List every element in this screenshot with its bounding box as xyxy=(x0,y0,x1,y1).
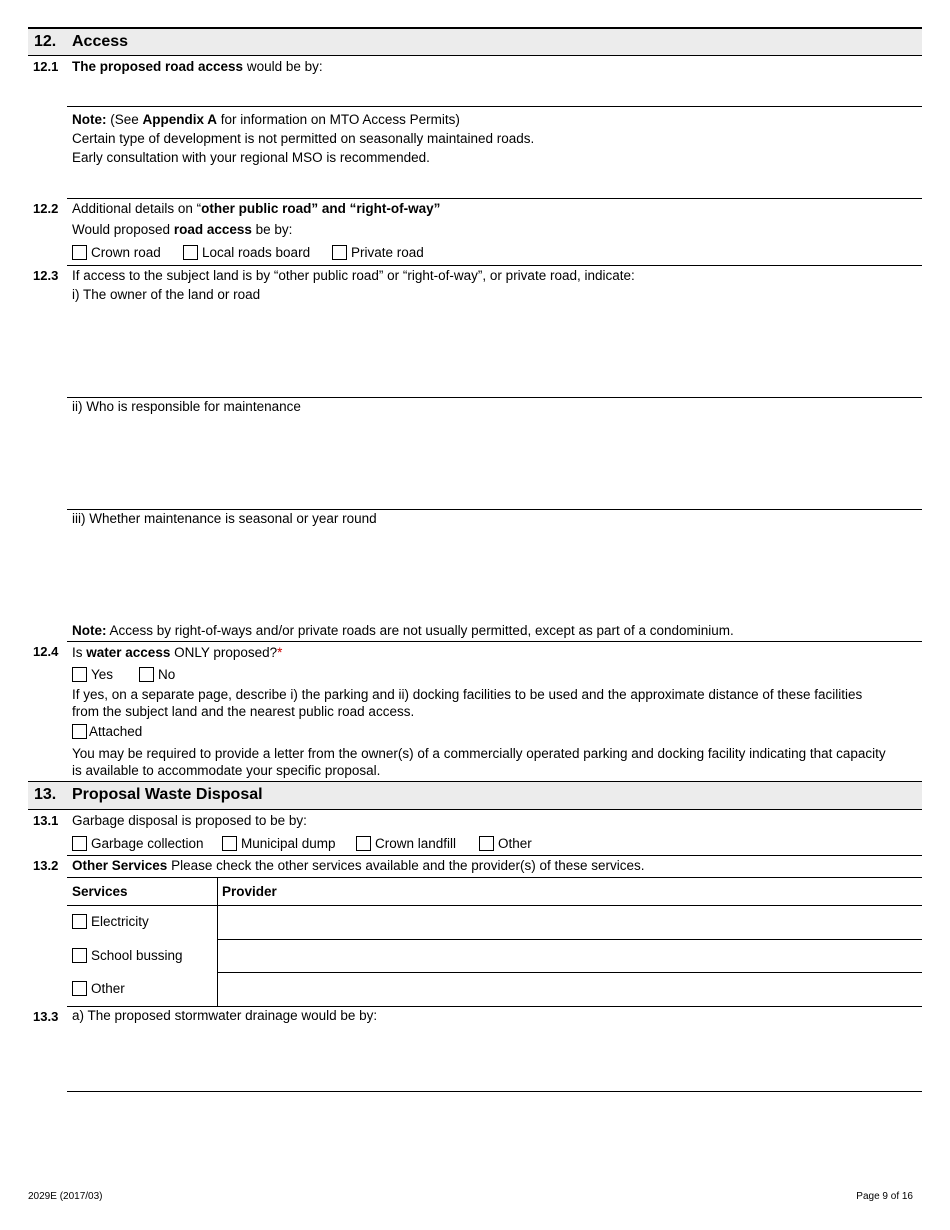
stormwater-field[interactable] xyxy=(67,1091,922,1092)
water-access-desc: from the subject land and the nearest public road access. xyxy=(72,704,415,719)
garbage-collection-checkbox[interactable]: Garbage collection xyxy=(72,836,204,851)
private-road-checkbox[interactable]: Private road xyxy=(332,245,424,260)
maintenance-responsible-field[interactable] xyxy=(67,509,922,510)
checkbox-icon[interactable] xyxy=(72,667,87,682)
water-access-no-checkbox[interactable]: No xyxy=(139,667,175,682)
electricity-checkbox[interactable]: Electricity xyxy=(72,914,149,929)
checkbox-icon[interactable] xyxy=(332,245,347,260)
letter-note: You may be required to provide a letter from the owner(s) of a commercially operated parking and docking facility indicating that capacity xyxy=(72,746,886,761)
checkbox-icon[interactable] xyxy=(72,724,87,739)
section-number: 12. xyxy=(34,33,57,50)
additional-details-label: Additional details on “other public road” and “right-of-way” xyxy=(72,201,441,216)
services-column-header: Services xyxy=(72,884,128,899)
checkbox-icon[interactable] xyxy=(222,836,237,851)
owner-field[interactable] xyxy=(67,397,922,398)
electricity-provider-field[interactable] xyxy=(218,906,922,938)
checkbox-icon[interactable] xyxy=(72,245,87,260)
form-id: 2029E (2017/03) xyxy=(28,1191,103,1202)
other-service-provider-field[interactable] xyxy=(218,973,922,1005)
water-access-desc: If yes, on a separate page, describe i) the parking and ii) docking facilities to be used and the approximate distance of these facilities xyxy=(72,687,863,702)
section-title: Proposal Waste Disposal xyxy=(72,786,263,803)
note-line: Early consultation with your regional MSO is recommended. xyxy=(72,150,430,165)
question-number: 12.2 xyxy=(33,201,59,216)
checkbox-icon[interactable] xyxy=(139,667,154,682)
section-title: Access xyxy=(72,33,129,50)
water-access-label: Is water access ONLY proposed?* xyxy=(72,645,283,660)
question-number: 12.3 xyxy=(33,268,59,283)
required-mark: * xyxy=(277,645,283,660)
question-number: 13.3 xyxy=(33,1009,59,1024)
school-bussing-provider-field[interactable] xyxy=(218,940,922,972)
water-access-yes-checkbox[interactable]: Yes xyxy=(72,667,113,682)
garbage-disposal-label: Garbage disposal is proposed to be by: xyxy=(72,813,307,828)
question-number: 12.1 xyxy=(33,59,59,74)
access-intro: If access to the subject land is by “other public road” or “right-of-way”, or private road, indicate: xyxy=(72,268,635,283)
road-access-field[interactable] xyxy=(67,106,922,107)
question-number: 12.4 xyxy=(33,644,59,659)
checkbox-icon[interactable] xyxy=(72,836,87,851)
checkbox-icon[interactable] xyxy=(72,981,87,996)
maintenance-responsible-label: ii) Who is responsible for maintenance xyxy=(72,399,301,414)
local-roads-board-checkbox[interactable]: Local roads board xyxy=(183,245,310,260)
crown-landfill-checkbox[interactable]: Crown landfill xyxy=(356,836,456,851)
note-line: Certain type of development is not permitted on seasonally maintained roads. xyxy=(72,131,535,146)
section-12-header xyxy=(28,29,922,56)
question-number: 13.2 xyxy=(33,858,59,873)
checkbox-icon[interactable] xyxy=(183,245,198,260)
attached-checkbox[interactable]: Attached xyxy=(72,724,142,739)
road-access-label: The proposed road access would be by: xyxy=(72,59,323,74)
note-right-of-way: Note: Access by right-of-ways and/or private roads are not usually permitted, except as part of a condominium. xyxy=(72,623,734,638)
page-number: Page 9 of 16 xyxy=(856,1191,913,1202)
maintenance-seasonal-label: iii) Whether maintenance is seasonal or year round xyxy=(72,511,377,526)
municipal-dump-checkbox[interactable]: Municipal dump xyxy=(222,836,336,851)
letter-note: is available to accommodate your specific proposal. xyxy=(72,763,381,778)
other-service-checkbox[interactable]: Other xyxy=(72,981,125,996)
other-disposal-checkbox[interactable]: Other xyxy=(479,836,532,851)
question-number: 13.1 xyxy=(33,813,59,828)
school-bussing-checkbox[interactable]: School bussing xyxy=(72,948,183,963)
stormwater-label: a) The proposed stormwater drainage would be by: xyxy=(72,1008,378,1023)
note-mto: Note: (See Appendix A for information on MTO Access Permits) xyxy=(72,112,460,127)
checkbox-icon[interactable] xyxy=(479,836,494,851)
other-services-label: Other Services Please check the other services available and the provider(s) of these services. xyxy=(72,858,645,873)
provider-column-header: Provider xyxy=(222,884,277,899)
checkbox-icon[interactable] xyxy=(72,948,87,963)
section-13-header xyxy=(28,782,922,809)
would-road-access-label: Would proposed road access be by: xyxy=(72,222,293,237)
crown-road-checkbox[interactable]: Crown road xyxy=(72,245,161,260)
section-number: 13. xyxy=(34,786,57,803)
checkbox-icon[interactable] xyxy=(356,836,371,851)
owner-label: i) The owner of the land or road xyxy=(72,287,261,302)
checkbox-icon[interactable] xyxy=(72,914,87,929)
